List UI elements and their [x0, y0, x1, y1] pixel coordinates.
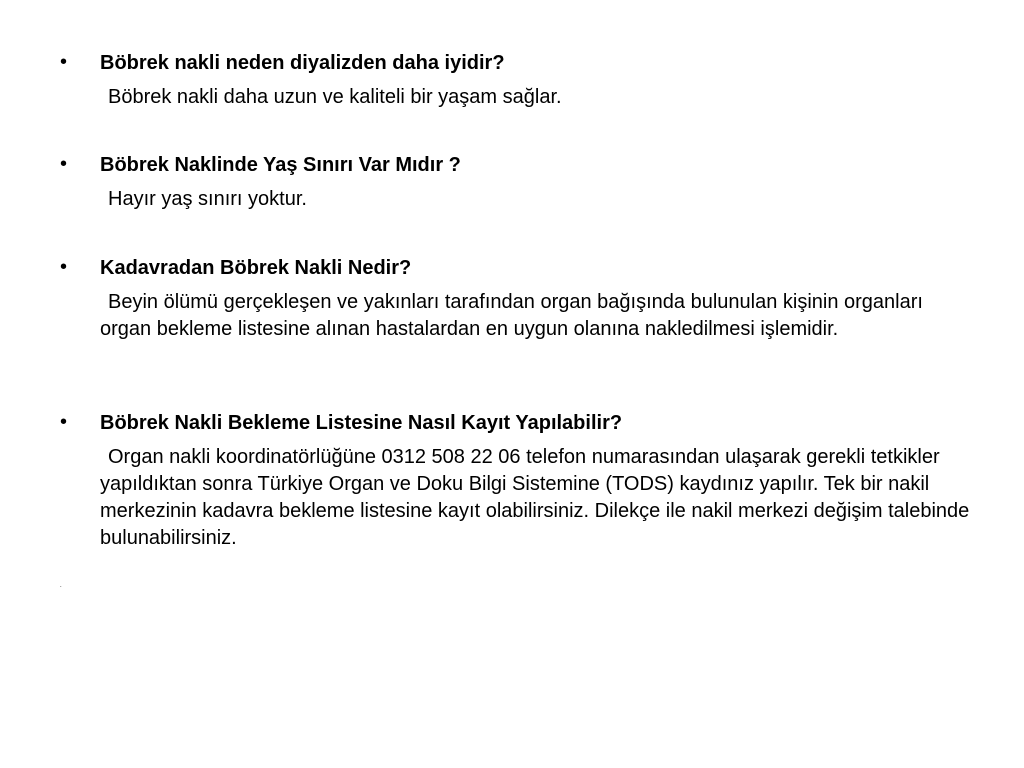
answer-text: Böbrek nakli daha uzun ve kaliteli bir yaşam sağlar. — [108, 86, 562, 108]
bullet-marker: • — [60, 153, 68, 175]
question-heading: Böbrek Naklinde Yaş Sınırı Var Mıdır ? — [100, 154, 461, 176]
question-heading: Böbrek nakli neden diyalizden daha iyidir? — [100, 52, 505, 74]
answer-text: Hayır yaş sınırı yoktur. — [108, 188, 307, 210]
answer-text: Organ nakli koordinatörlüğüne 0312 508 22 06 telefon numarasından ulaşarak gerekli tetkikler yapıldıktan sonra Türkiye Organ ve Doku Bilgi Sistemine (TODS) kaydınız yapılır. Tek bir nakil merkezinin kadavra bekleme listesine kayıt olabilirsiniz. Dilekçe ile nakil merkezi değişim talebinde bulunabilirsiniz. — [100, 446, 970, 549]
question-heading: Böbrek Nakli Bekleme Listesine Nasıl Kayıt Yapılabilir? — [100, 412, 623, 434]
bullet-marker: • — [60, 256, 68, 278]
bullet-marker: • — [60, 51, 68, 73]
trailing-mark: . — [60, 583, 62, 589]
bullet-marker: • — [60, 411, 68, 433]
answer-text: Beyin ölümü gerçekleşen ve yakınları tarafından organ bağışında bulunulan kişinin organları organ bekleme listesine alınan hastalardan en uygun olanına nakledilmesi işlemidir. — [100, 291, 923, 340]
question-heading: Kadavradan Böbrek Nakli Nedir? — [100, 257, 412, 279]
